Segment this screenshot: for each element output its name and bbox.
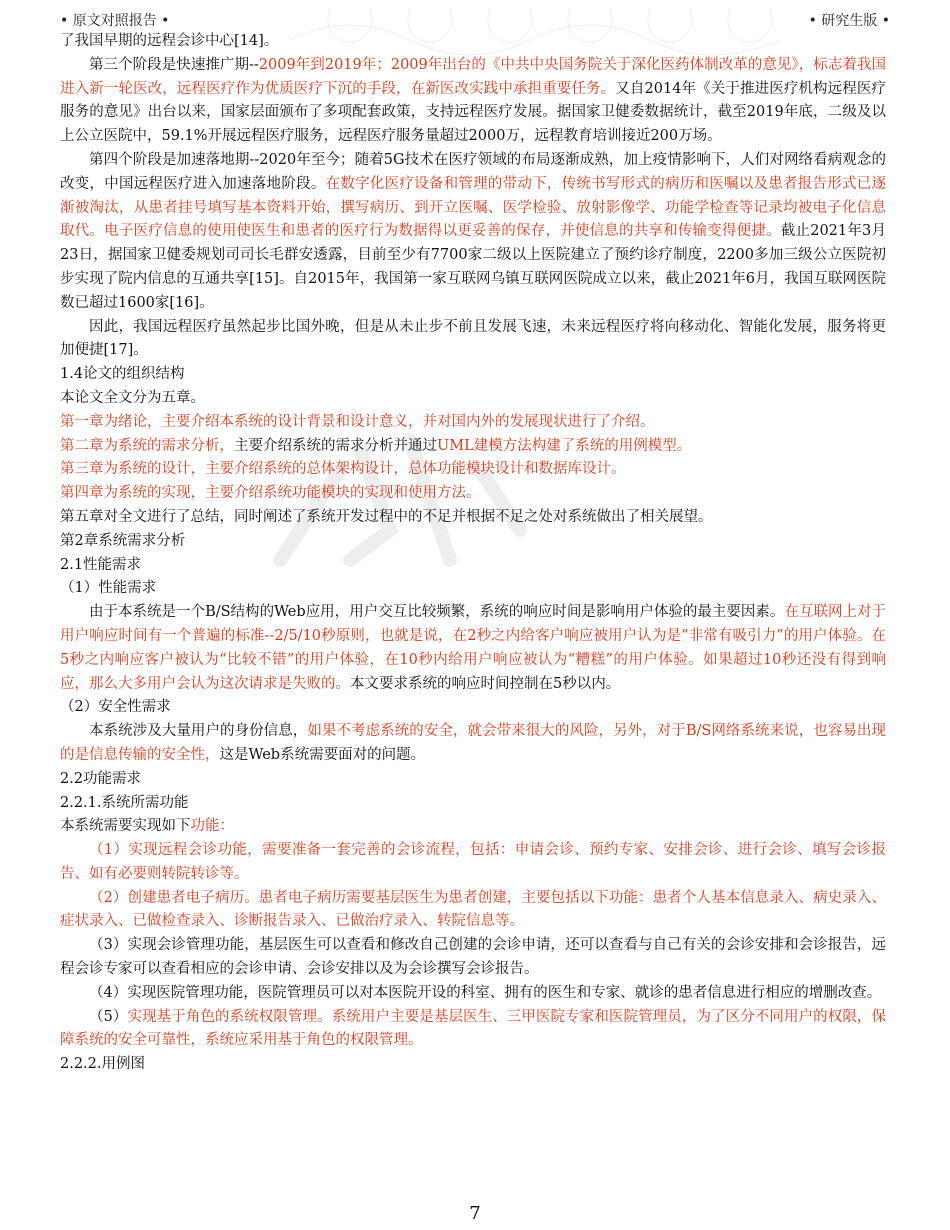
text-segment: 又自2014年《关于推进医疗机构远程医疗服务的意见》出台以来，国家层面颁布了多项配套政策，支持远程医疗发展。据国家卫健委数据统计，截至2019年底，二级及以上公立医院中，59.1%开展远程医疗服务，远程医疗服务量超过2000万，远程教育培训接近200万场。 — [60, 80, 887, 145]
text-segment: （1）性能需求 — [60, 580, 157, 597]
text-segment: 2.2.2.用例图 — [60, 1056, 146, 1073]
paragraph — [60, 1053, 886, 1077]
paragraph — [60, 720, 886, 768]
highlighted-text: （2）创建患者电子病历。患者电子病历需要基层医生为患者创建，主要包括以下功能：患者个人基本信息录入、病史录入、症状录入、已做检查录入、诊断报告录入、已做治疗录入、转院信息等。 — [60, 889, 886, 930]
text-segment: 本系统涉及大量用户的身份信息， — [89, 723, 308, 740]
paragraph — [60, 411, 886, 435]
highlighted-text: 如果不考虑系统的安全，就会带来很大的风险，另外，对于B/S网络系统来说，也容易出现的是信息传输的安全性， — [60, 723, 886, 763]
paragraph — [60, 887, 886, 935]
document-body — [60, 30, 886, 1077]
paragraph — [60, 696, 886, 720]
highlighted-text: 2009年到2019年；2009年出台的《中共中央国务院关于深化医药体制改革的意见》，标志着我国进入新一轮医改，远程医疗作为优质医疗下沉的手段，在新医改实践中承担重要任务。 — [60, 56, 886, 97]
paragraph — [60, 387, 886, 411]
page-header — [60, 10, 890, 30]
highlighted-text: 功能： — [190, 818, 234, 835]
paragraph — [60, 792, 886, 816]
highlighted-text: 实现基于角色的系统权限管理。系统用户主要是基层医生、三甲医院专家和医院管理员，为了区分不同用户的权限，保障系统的安全可靠性，系统应采用基于角色的权限管理。 — [60, 1008, 886, 1049]
paragraph — [60, 363, 886, 387]
highlighted-text: 在互联网上对于用户响应时间有一个普遍的标准--2/5/10秒原则，也就是说，在2秒之内给客户响应被用户认为是“非常有吸引力”的用户体验。在5秒之内响应客户被认为“比较不错”的用户体验，在10秒内给用户响应被认为“糟糕”的用户体验。如果超过10秒还没有得到响应，那么大多用户会认为这次请求是失败的。 — [60, 604, 887, 692]
paragraph — [60, 482, 886, 506]
text-segment: （3）实现会诊管理功能，基层医生可以查看和修改自己创建的会诊申请，还可以查看与自己有关的会诊安排和会诊报告，远程会诊专家可以查看相应的会诊申请、会诊安排以及为会诊撰写会诊报告。 — [60, 937, 886, 978]
text-segment: 本系统需要实现如下 — [60, 818, 191, 835]
highlighted-text: 第一章为绪论，主要介绍本系统的设计背景和设计意义，并对国内外的发展现状进行了介绍。 — [60, 413, 655, 430]
text-segment: 第五章对全文进行了总结，同时阐述了系统开发过程中的不足并根据不足之处对系统做出了相关展望。 — [60, 508, 713, 525]
paragraph — [60, 30, 886, 54]
text-segment: 第三个阶段是快速推广期-- — [89, 56, 259, 73]
highlighted-text: 在数字化医疗设备和管理的带动下，传统书写形式的病历和医嘱以及患者报告形式已逐渐被淘汰，从患者挂号填写基本资料开始，撰写病历、到开立医嘱、医学检验、放射影像学、功能学检查等记录均被电子化信息取代。电子医疗信息的使用使医生和患者的医疗行为数据得以更妥善的保存，并使信息的共享和传输变得便捷。 — [60, 175, 887, 240]
text-segment: 1.4论文的组织结构 — [60, 366, 185, 383]
paragraph — [60, 54, 886, 149]
paragraph — [60, 435, 886, 459]
paragraph — [60, 316, 886, 364]
text-segment: 第四个阶段是加速落地期--2020年至今；随着5G技术在医疗领域的布局逐渐成熟，加上疫情影响下，人们对网络看病观念的改变，中国远程医疗进入加速落地阶段。 — [60, 151, 886, 192]
highlighted-text: （1）实现远程会诊功能，需要准备一套完善的会诊流程，包括：申请会诊、预约专家、安排会诊、进行会诊、填写会诊报告、如有必要则转院转诊等。 — [60, 842, 886, 882]
paragraph — [60, 839, 886, 887]
highlighted-text: 第三章为系统的设计，主要介绍系统的总体架构设计，总体功能模块设计和数据库设计。 — [60, 461, 626, 478]
paragraph — [60, 1006, 886, 1054]
text-segment: 第2章系统需求分析 — [60, 532, 186, 549]
paragraph — [60, 577, 886, 601]
text-segment: 本文要求系统的响应时间控制在5秒以内。 — [350, 675, 621, 692]
paragraph — [60, 530, 886, 554]
paragraph — [60, 982, 886, 1006]
text-segment: （2）安全性需求 — [60, 699, 171, 716]
paragraph — [60, 554, 886, 578]
text-segment: 了我国早期的远程会诊中心[14]。 — [60, 33, 279, 49]
text-segment: （4）实现医院管理功能，医院管理员可以对本医院开设的科室、拥有的医生和专家、就诊的患者信息进行相应的增删改查。 — [89, 984, 882, 1001]
header-left-label: • 原文对照报告 • — [60, 13, 170, 29]
highlighted-text: 第四章为系统的实现，主要介绍系统功能模块的实现和使用方法。 — [60, 485, 481, 502]
header-right-label: • 研究生版 • — [808, 13, 890, 29]
highlighted-text: UML建模方法构建了系统的用例模型。 — [437, 437, 692, 454]
text-segment: 2.2功能需求 — [60, 770, 142, 787]
text-segment: 本论文全文分为五章。 — [60, 389, 205, 406]
highlighted-text: 第二章为系统的需求分析， — [60, 437, 234, 454]
page-number: 7 — [469, 1203, 481, 1224]
paragraph — [60, 601, 886, 696]
paragraph — [60, 934, 886, 982]
paragraph — [60, 506, 886, 530]
text-segment: 截止2021年3月23日，据国家卫健委规划司司长毛群安透露，目前至少有7700家二级以上医院建立了预约诊疗制度，2200多加三级公立医院初步实现了院内信息的互通共享[15]。自2015年，我国第一家互联网乌镇互联网医院成立以来，截止2021年6月，我国互联网医院数已超过1600家[16]。 — [60, 223, 886, 311]
paragraph — [60, 815, 886, 839]
paragraph — [60, 768, 886, 792]
text-segment: 2.1性能需求 — [60, 556, 142, 573]
paragraph — [60, 458, 886, 482]
paragraph — [60, 149, 886, 316]
text-segment: 因此，我国远程医疗虽然起步比国外晚，但是从未止步不前且发展飞速，未来远程医疗将向移动化、智能化发展，服务将更加便捷[17]。 — [60, 318, 886, 359]
text-segment: 这是Web系统需要面对的问题。 — [219, 746, 426, 763]
text-segment: 2.2.1.系统所需功能 — [60, 794, 189, 811]
text-segment: 由于本系统是一个B/S结构的Web应用，用户交互比较频繁，系统的响应时间是影响用户体验的最主要因素。 — [89, 604, 785, 621]
text-segment: （5） — [89, 1008, 128, 1025]
text-segment: 主要介绍系统的需求分析并通过 — [234, 437, 437, 454]
